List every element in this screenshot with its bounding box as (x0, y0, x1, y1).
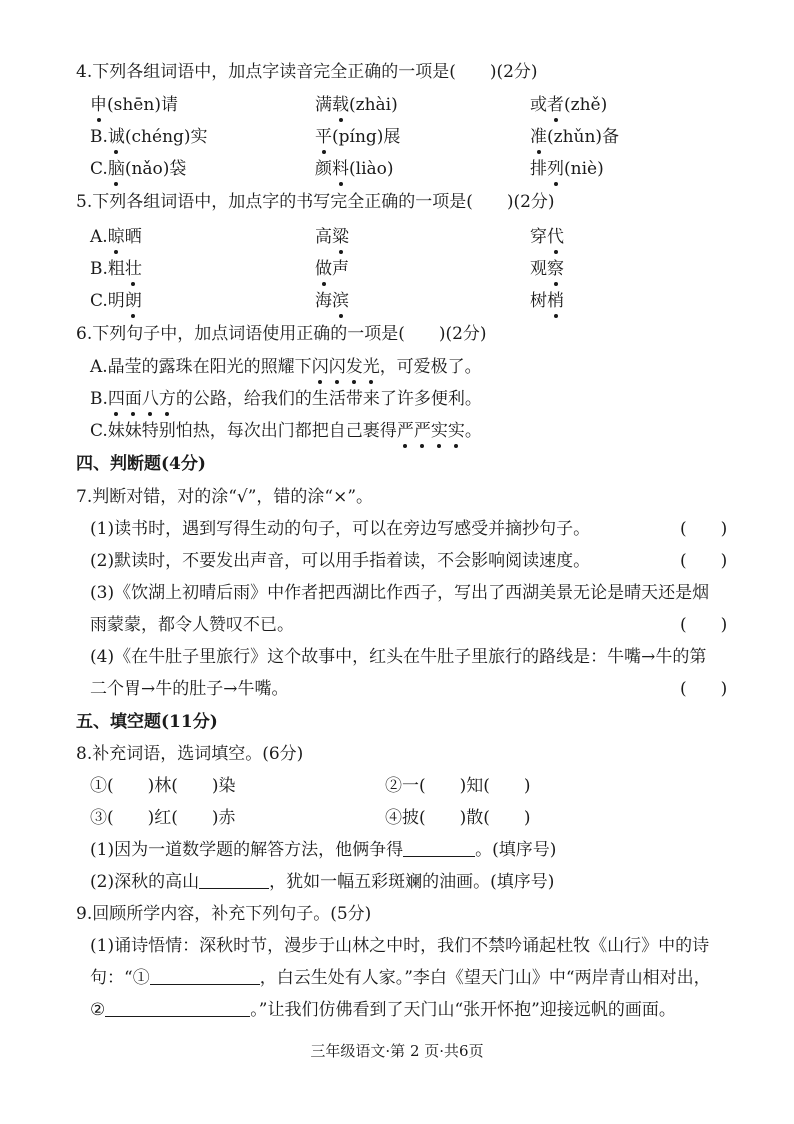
q8-sentence-2 (90, 870, 554, 894)
q9-blank-2[interactable] (105, 1000, 250, 1017)
q4-option-b1: B.诚(chéng)实 (90, 127, 208, 147)
q5-option-a2: 高粱 (315, 227, 349, 247)
q7-answer-paren-1[interactable]: ( ) (680, 519, 728, 539)
q9-blank-1[interactable] (150, 968, 260, 985)
q4-option-c2: 颜料(liào) (315, 159, 394, 179)
q5-option-a1: A.晾晒 (90, 227, 142, 247)
q8-sentence-1 (90, 838, 556, 862)
q8-blank-2[interactable] (199, 872, 269, 889)
q9-line-3-tail: 。”让我们仿佛看到了天门山“张开怀抱”迎接远帆的画面。 (250, 1000, 676, 1020)
q7-item-4-line2: 二个胃→牛的肚子→牛嘴。 (90, 679, 289, 699)
q8-sentence-1-text: (1)因为一道数学题的解答方法，他俩争得 (90, 840, 404, 860)
q9-line-2-head: 句：“① (90, 968, 150, 988)
q4-option-c1: C.脑(nǎo)袋 (90, 159, 187, 179)
q9-line-3 (90, 998, 676, 1022)
q7-item-2: (2)默读时，不要发出声音，可以用手指着读，不会影响阅读速度。 (90, 551, 591, 571)
q8-word-4[interactable]: ④披( )散( ) (385, 808, 531, 828)
page-footer: 三年级语文·第 2 页·共6页 (310, 1042, 484, 1060)
q7-answer-paren-3[interactable]: ( ) (680, 615, 728, 635)
q9-line-3-head: ② (90, 1000, 106, 1020)
q5-option-c3: 树梢 (530, 291, 564, 311)
q9-stem: 9.回顾所学内容，补充下列句子。(5分) (76, 904, 372, 924)
q4-stem: 4.下列各组词语中，加点字读音完全正确的一项是( )(2分) (76, 62, 538, 82)
q7-item-1: (1)读书时，遇到写得生动的句子，可以在旁边写感受并摘抄句子。 (90, 519, 591, 539)
q8-sentence-2-text: (2)深秋的高山 (90, 872, 200, 892)
q5-option-b2: 做声 (315, 259, 349, 279)
q8-word-1[interactable]: ①( )林( )染 (90, 776, 236, 796)
q6-stem: 6.下列句子中，加点词语使用正确的一项是( )(2分) (76, 324, 487, 344)
q7-item-3-line2: 雨蒙蒙，都令人赞叹不已。 (90, 615, 294, 635)
q9-line-2-tail: ，白云生处有人家。”李白《望天门山》中“两岸青山相对出， (259, 968, 711, 988)
q7-item-3-line1: (3)《饮湖上初晴后雨》中作者把西湖比作西子，写出了西湖美景无论是晴天还是烟 (90, 583, 710, 603)
section-4-heading: 四、判断题(4分) (76, 454, 206, 474)
section-5-heading: 五、填空题(11分) (76, 712, 218, 732)
q5-option-a3: 穿代 (530, 227, 564, 247)
q6-option-c: C.妹妹特别怕热，每次出门都把自己裹得严严实实。 (90, 421, 482, 441)
q5-option-b1: B.粗壮 (90, 259, 142, 279)
q8-word-2[interactable]: ②一( )知( ) (385, 776, 531, 796)
q8-blank-1[interactable] (403, 840, 475, 857)
q7-item-4-line1: (4)《在牛肚子里旅行》这个故事中，红头在牛肚子里旅行的路线是：牛嘴→牛的第 (90, 647, 707, 667)
q5-option-c1: C.明朗 (90, 291, 142, 311)
q9-line-1: (1)诵诗悟情：深秋时节，漫步于山林之中时，我们不禁吟诵起杜牧《山行》中的诗 (90, 936, 710, 956)
q4-option-b2: 平(píng)展 (315, 127, 401, 147)
q6-option-b: B.四面八方的公路，给我们的生活带来了许多便利。 (90, 389, 482, 409)
q5-option-b3: 观察 (530, 259, 564, 279)
q7-answer-paren-2[interactable]: ( ) (680, 551, 728, 571)
q4-option-b3: 准(zhǔn)备 (530, 127, 620, 147)
q7-stem: 7.判断对错，对的涂“√”，错的涂“×”。 (76, 487, 374, 507)
q6-option-a: A.晶莹的露珠在阳光的照耀下闪闪发光，可爱极了。 (90, 357, 482, 377)
q4-option-a1: 申(shēn)请 (90, 95, 178, 115)
q5-option-c2: 海滨 (315, 291, 349, 311)
q8-word-3[interactable]: ③( )红( )赤 (90, 808, 236, 828)
q4-option-c3: 排列(niè) (530, 159, 604, 179)
q8-stem: 8.补充词语，选词填空。(6分) (76, 744, 304, 764)
q4-option-a2: 满载(zhài) (315, 95, 398, 115)
q9-line-2 (90, 966, 711, 990)
q8-sentence-2-tail: ，犹如一幅五彩斑斓的油画。(填序号) (269, 872, 555, 892)
q8-sentence-1-tail: 。(填序号) (475, 840, 557, 860)
q5-stem: 5.下列各组词语中，加点字的书写完全正确的一项是( )(2分) (76, 192, 555, 212)
q7-answer-paren-4[interactable]: ( ) (680, 679, 728, 699)
q4-option-a3: 或者(zhě) (530, 95, 608, 115)
